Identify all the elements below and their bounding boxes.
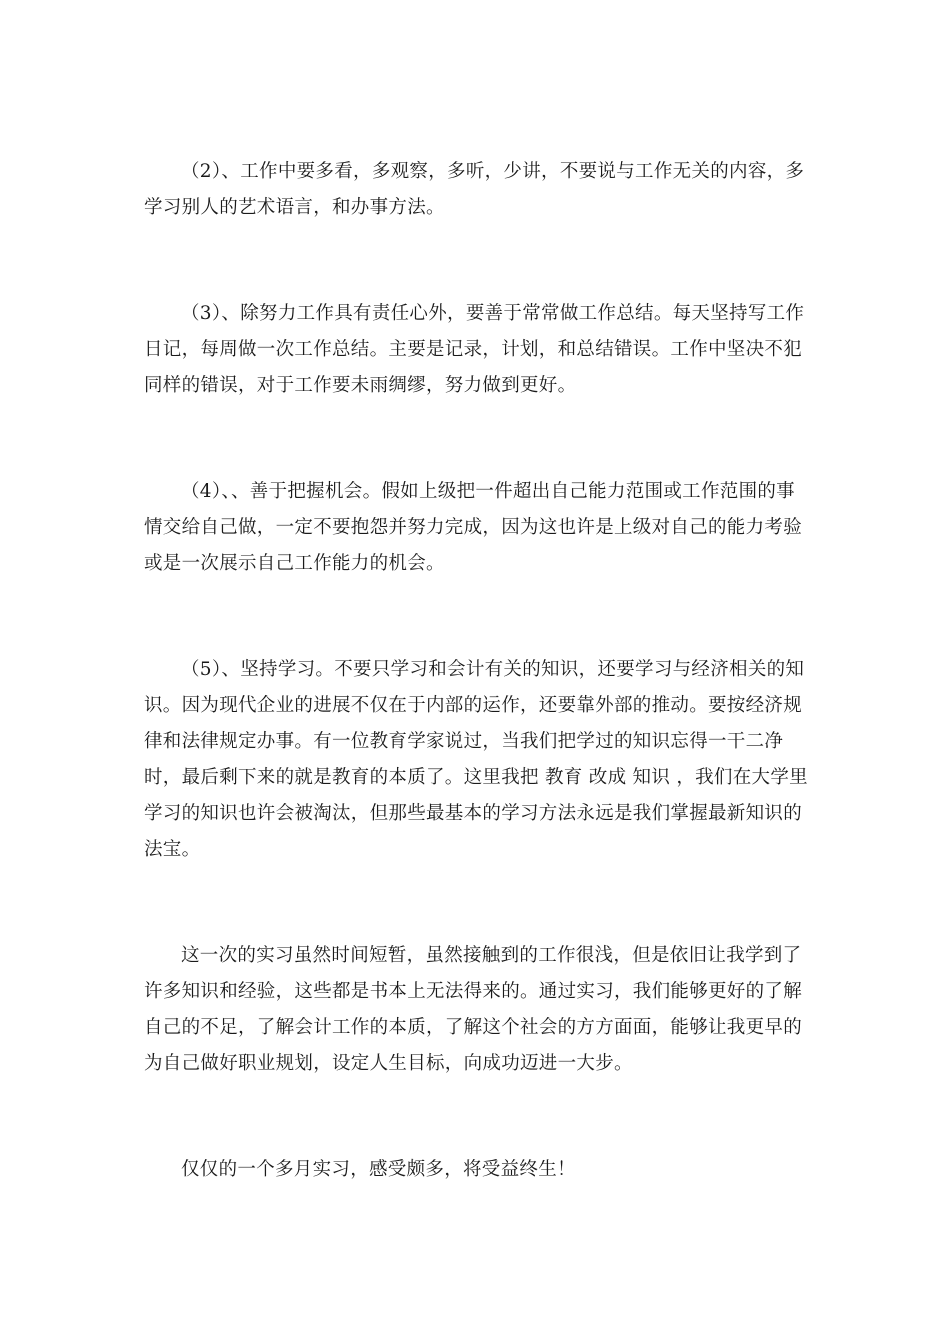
paragraph-tip-5: （5）、坚持学习。不要只学习和会计有关的知识，还要学习与经济相关的知识。因为现代企业的进展不仅在于内部的运作，还要靠外部的推动。要按经济规律和法律规定办事。有一位教育学家说过，当我们把学过的知识忘得一干二净时，最后剩下来的就是教育的本质了。这里我把 教育 改成 知识 ，我们在大学里学习的知识也许会被淘汰，但那些最基本的学习方法永远是我们掌握最新知识的法宝。 [144, 659, 808, 860]
paragraph-tip-4: （4）、、善于把握机会。假如上级把一件超出自己能力范围或工作范围的事情交给自己做，一定不要抱怨并努力完成，因为这也许是上级对自己的能力考验或是一次展示自己工作能力的机会。 [144, 481, 803, 574]
paragraph-tip-2: （2）、工作中要多看，多观察，多听，少讲，不要说与工作无关的内容，多学习别人的艺术语言，和办事方法。 [144, 161, 805, 218]
paragraph-summary: 这一次的实习虽然时间短暂，虽然接触到的工作很浅，但是依旧让我学到了许多知识和经验，这些都是书本上无法得来的。通过实习，我们能够更好的了解自己的不足，了解会计工作的本质，了解这个社会的方方面面，能够让我更早的为自己做好职业规划，设定人生目标，向成功迈进一大步。 [144, 945, 803, 1074]
paragraph-closing: 仅仅的一个多月实习，感受颇多，将受益终生！ [181, 1159, 576, 1180]
paragraph-tip-3: （3）、除努力工作具有责任心外，要善于常常做工作总结。每天坚持写工作日记，每周做一次工作总结。主要是记录，计划，和总结错误。工作中坚决不犯同样的错误，对于工作要未雨绸缪，努力做到更好。 [144, 303, 805, 396]
